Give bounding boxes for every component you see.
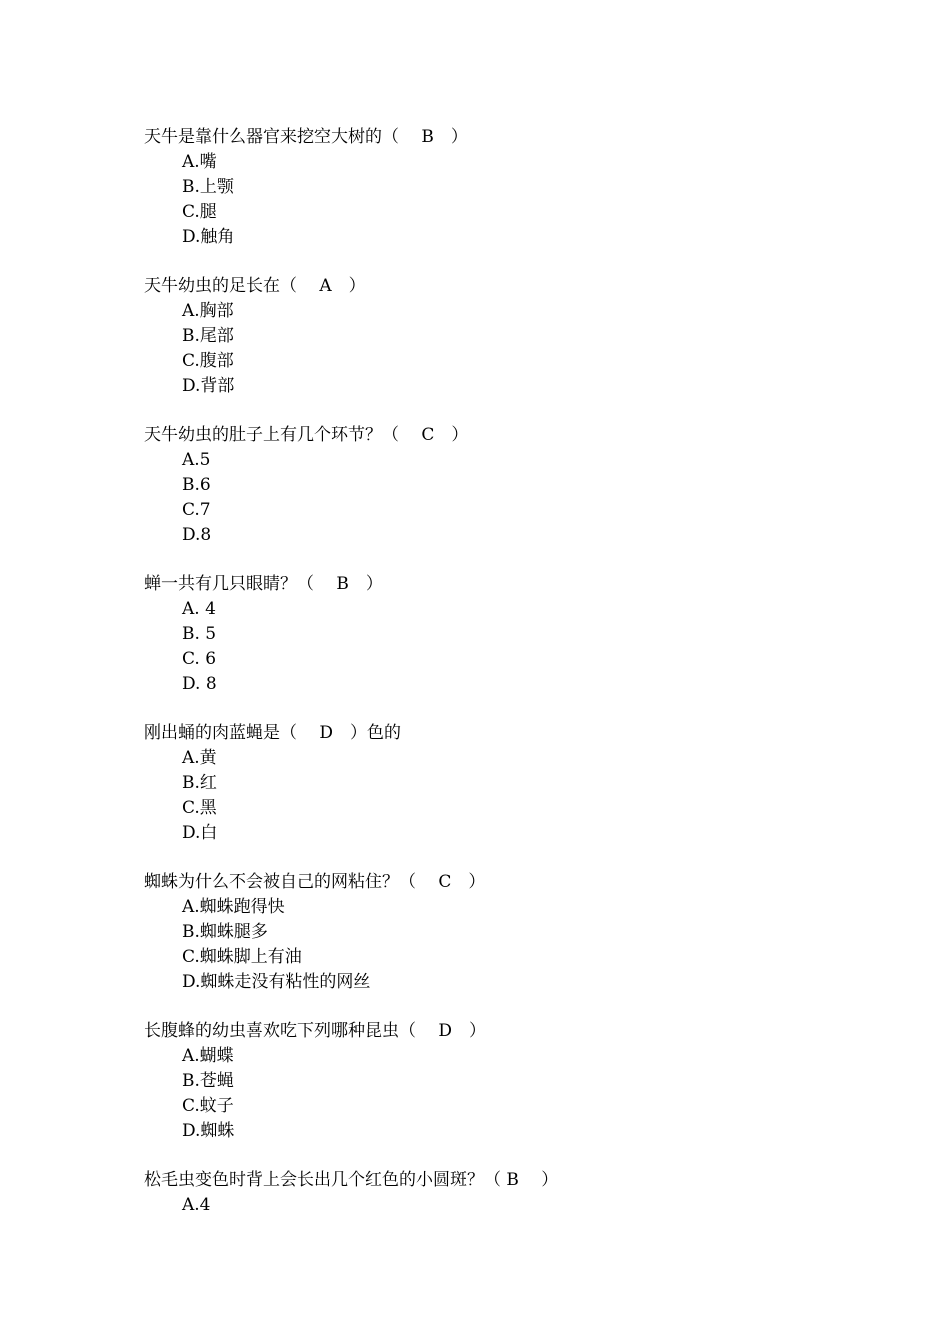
- option-list: [144, 448, 904, 548]
- question-text: 蜘蛛为什么不会被自己的网粘住？（ C ）: [144, 872, 486, 892]
- option-a: A. 4: [182, 599, 216, 619]
- option-b: B.苍蝇: [182, 1071, 234, 1091]
- question-text: 松毛虫变色时背上会长出几个红色的小圆斑？（ B ）: [144, 1170, 559, 1190]
- option-c: C.黑: [182, 798, 217, 818]
- option-list: [144, 1193, 904, 1218]
- option-a: A.嘴: [182, 152, 217, 172]
- option-c: C. 6: [182, 649, 217, 669]
- option-list: [144, 150, 904, 250]
- question-2: [144, 274, 904, 399]
- question-4: [144, 572, 904, 697]
- option-b: B.上颚: [182, 177, 234, 197]
- question-5: [144, 721, 904, 846]
- question-list: [144, 125, 904, 1242]
- question-text: 天牛幼虫的肚子上有几个环节？（ C ）: [144, 425, 469, 445]
- option-c: C.蜘蛛脚上有油: [182, 947, 302, 967]
- option-d: D.触角: [182, 227, 235, 247]
- option-d: D. 8: [182, 674, 217, 694]
- option-a: A.黄: [182, 748, 217, 768]
- option-list: [144, 597, 904, 697]
- option-b: B.尾部: [182, 326, 234, 346]
- option-c: C.腹部: [182, 351, 234, 371]
- option-a: A.4: [182, 1195, 211, 1215]
- option-a: A.5: [182, 450, 211, 470]
- option-b: B. 5: [182, 624, 217, 644]
- option-a: A.蜘蛛跑得快: [182, 897, 285, 917]
- option-c: C.7: [182, 500, 211, 520]
- question-1: [144, 125, 904, 250]
- question-text: 蝉一共有几只眼睛？（ B ）: [144, 574, 383, 594]
- question-7: [144, 1019, 904, 1144]
- question-text: 刚出蛹的肉蓝蝇是（ D ）色的: [144, 723, 402, 743]
- option-c: C.腿: [182, 202, 217, 222]
- question-text: 天牛是靠什么器官来挖空大树的（ B ）: [144, 127, 468, 147]
- option-b: B.6: [182, 475, 211, 495]
- option-list: [144, 746, 904, 846]
- question-8: [144, 1168, 904, 1218]
- option-d: D.8: [182, 525, 212, 545]
- option-d: D.蜘蛛: [182, 1121, 235, 1141]
- question-text: 长腹蜂的幼虫喜欢吃下列哪种昆虫（ D ）: [144, 1021, 487, 1041]
- question-3: [144, 423, 904, 548]
- option-b: B.红: [182, 773, 217, 793]
- option-a: A.蝴蝶: [182, 1046, 234, 1066]
- option-a: A.胸部: [182, 301, 234, 321]
- option-d: D.背部: [182, 376, 235, 396]
- option-d: D.白: [182, 823, 218, 843]
- question-6: [144, 870, 904, 995]
- question-text: 天牛幼虫的足长在（ A ）: [144, 276, 366, 296]
- option-list: [144, 895, 904, 995]
- option-b: B.蜘蛛腿多: [182, 922, 268, 942]
- option-list: [144, 299, 904, 399]
- option-c: C.蚊子: [182, 1096, 234, 1116]
- option-list: [144, 1044, 904, 1144]
- option-d: D.蜘蛛走没有粘性的网丝: [182, 972, 371, 992]
